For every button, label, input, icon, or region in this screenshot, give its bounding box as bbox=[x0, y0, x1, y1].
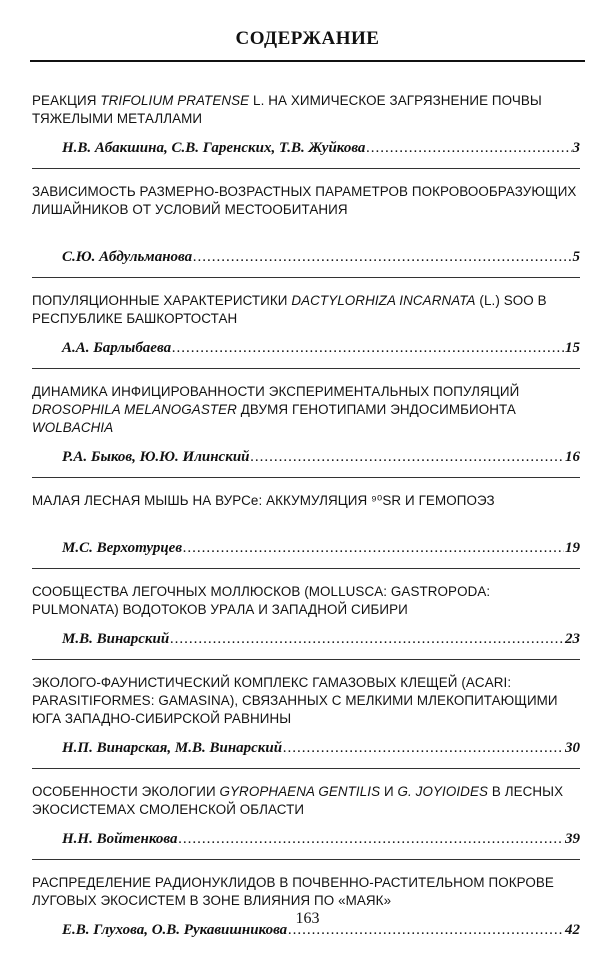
toc-entry-authors: Н.П. Винарская, М.В. Винарский bbox=[62, 740, 283, 756]
toc-entry bbox=[32, 783, 580, 874]
title-italic-part: GYROPHAENA GENTILIS bbox=[219, 784, 381, 799]
title-part: ОСОБЕННОСТИ ЭКОЛОГИИ bbox=[32, 784, 220, 799]
toc-entry-title bbox=[32, 492, 580, 510]
dot-leader bbox=[179, 831, 564, 848]
entry-divider bbox=[32, 277, 580, 278]
entry-divider bbox=[32, 659, 580, 660]
toc-entry-title bbox=[32, 383, 580, 437]
dot-leader bbox=[172, 340, 564, 357]
title-italic-part: DROSOPHILA MELANOGASTER bbox=[32, 402, 237, 417]
toc-entry-title bbox=[32, 874, 580, 910]
dot-leader bbox=[251, 449, 565, 466]
title-italic-part: WOLBACHIA bbox=[32, 420, 114, 435]
entry-divider bbox=[32, 368, 580, 369]
entry-divider bbox=[32, 568, 580, 569]
title-part: ДВУМЯ ГЕНОТИПАМИ ЭНДОСИМБИОНТА bbox=[236, 402, 516, 417]
toc-entry-line[interactable] bbox=[62, 740, 580, 757]
toc-entry-authors: Н.В. Абакшина, С.В. Гаренских, Т.В. Жуйкова bbox=[62, 140, 366, 156]
title-part: L. НА ХИМИЧЕСКОЕ ЗАГРЯЗНЕНИЕ ПОЧВЫ ТЯЖЕЛЫМИ МЕТАЛЛАМИ bbox=[32, 93, 542, 126]
toc-entry-line[interactable] bbox=[62, 540, 580, 557]
title-part: ЗАВИСИМОСТЬ РАЗМЕРНО-ВОЗРАСТНЫХ ПАРАМЕТРОВ ПОКРОВООБРАЗУЮЩИХ ЛИШАЙНИКОВ ОТ УСЛОВИЙ МЕСТООБИТАНИЯ bbox=[32, 184, 577, 217]
toc-entry-authors: Е.В. Глухова, О.В. Рукавишникова bbox=[62, 922, 288, 938]
toc-entry-authors: С.Ю. Абдульманова bbox=[62, 249, 193, 265]
title-part: (L.) SOO В РЕСПУБЛИКЕ БАШКОРТОСТАН bbox=[32, 293, 547, 326]
toc-entry-page: 16 bbox=[565, 449, 580, 465]
title-part: МАЛАЯ ЛЕСНАЯ МЫШЬ НА ВУРСе: АККУМУЛЯЦИЯ ⁹⁰SR И ГЕМОПОЭЗ bbox=[32, 493, 495, 508]
toc-entry-line[interactable] bbox=[62, 340, 580, 357]
toc-entry bbox=[32, 583, 580, 674]
title-part: ЭКОЛОГО-ФАУНИСТИЧЕСКИЙ КОМПЛЕКС ГАМАЗОВЫХ КЛЕЩЕЙ (ACARI: PARASITIFORMES: GAMASINA), СВЯЗАННЫХ С МЕЛКИМИ МЛЕКОПИТАЮЩИМИ ЮГА ЗАПАДНО-СИБИРСКОЙ РАВНИНЫ bbox=[32, 675, 558, 726]
entry-divider bbox=[32, 768, 580, 769]
toc-entry-authors: М.В. Винарский bbox=[62, 631, 170, 647]
toc-entry-title bbox=[32, 674, 580, 728]
toc-entry-page: 3 bbox=[572, 140, 580, 156]
toc-entry bbox=[32, 183, 580, 292]
page-number: 163 bbox=[295, 910, 320, 927]
dot-leader bbox=[183, 540, 564, 557]
title-italic-part: DACTYLORHIZA INCARNATA bbox=[291, 293, 476, 308]
toc-entry-page: 19 bbox=[565, 540, 580, 556]
title-part: ДИНАМИКА ИНФИЦИРОВАННОСТИ ЭКСПЕРИМЕНТАЛЬНЫХ ПОПУЛЯЦИЙ bbox=[32, 384, 520, 399]
title-part: СООБЩЕСТВА ЛЕГОЧНЫХ МОЛЛЮСКОВ (MOLLUSCA: GASTROPODA: PULMONATA) ВОДОТОКОВ УРАЛА И ЗАПАДНОЙ СИБИРИ bbox=[32, 584, 491, 617]
title-part: РАСПРЕДЕЛЕНИЕ РАДИОНУКЛИДОВ В ПОЧВЕННО-РАСТИТЕЛЬНОМ ПОКРОВЕ ЛУГОВЫХ ЭКОСИСТЕМ В ЗОНЕ ВЛИЯНИЯ ПО «МАЯК» bbox=[32, 875, 554, 908]
toc-entry-line[interactable] bbox=[62, 249, 580, 266]
toc-entry-title bbox=[32, 783, 580, 819]
title-part: РЕАКЦИЯ bbox=[32, 93, 101, 108]
toc-entry-line[interactable] bbox=[62, 140, 580, 157]
title-part: В ЛЕСНЫХ ЭКОСИСТЕМАХ СМОЛЕНСКОЙ ОБЛАСТИ bbox=[32, 784, 564, 817]
toc-entry-page: 23 bbox=[565, 631, 580, 647]
toc-entry-title bbox=[32, 583, 580, 619]
dot-leader bbox=[366, 140, 571, 157]
toc-entry-line[interactable] bbox=[62, 631, 580, 648]
toc-entry-page: 39 bbox=[565, 831, 580, 847]
toc-entry-page: 30 bbox=[565, 740, 580, 756]
entry-divider bbox=[32, 168, 580, 169]
toc-entry bbox=[32, 292, 580, 383]
page-title: СОДЕРЖАНИЕ bbox=[235, 28, 380, 49]
toc-entry bbox=[32, 92, 580, 183]
title-rule bbox=[30, 60, 585, 62]
toc-entry-authors: Р.А. Быков, Ю.Ю. Илинский bbox=[62, 449, 250, 465]
table-of-contents bbox=[32, 92, 580, 965]
title-part: ПОПУЛЯЦИОННЫЕ ХАРАКТЕРИСТИКИ bbox=[32, 293, 292, 308]
toc-entry-page: 42 bbox=[565, 922, 580, 938]
toc-entry-title bbox=[32, 183, 580, 219]
toc-entry-title bbox=[32, 292, 580, 328]
toc-entry-authors: А.А. Барлыбаева bbox=[62, 340, 172, 356]
toc-entry-title bbox=[32, 92, 580, 128]
toc-entry-page: 5 bbox=[572, 249, 580, 265]
toc-entry-line[interactable] bbox=[62, 831, 580, 848]
entry-divider bbox=[32, 859, 580, 860]
toc-entry-line[interactable] bbox=[62, 449, 580, 466]
toc-entry bbox=[32, 492, 580, 583]
dot-leader bbox=[283, 740, 564, 757]
toc-entry-authors: М.С. Верхотурцев bbox=[62, 540, 183, 556]
toc-entry bbox=[32, 383, 580, 492]
toc-entry-authors: Н.Н. Войтенкова bbox=[62, 831, 178, 847]
dot-leader bbox=[193, 249, 571, 266]
entry-divider bbox=[32, 477, 580, 478]
title-part: И bbox=[380, 784, 398, 799]
toc-entry-page: 15 bbox=[565, 340, 580, 356]
title-italic-part: G. JOYIOIDES bbox=[397, 784, 489, 799]
toc-entry bbox=[32, 674, 580, 783]
dot-leader bbox=[170, 631, 564, 648]
title-italic-part: TRIFOLIUM PRATENSE bbox=[100, 93, 250, 108]
